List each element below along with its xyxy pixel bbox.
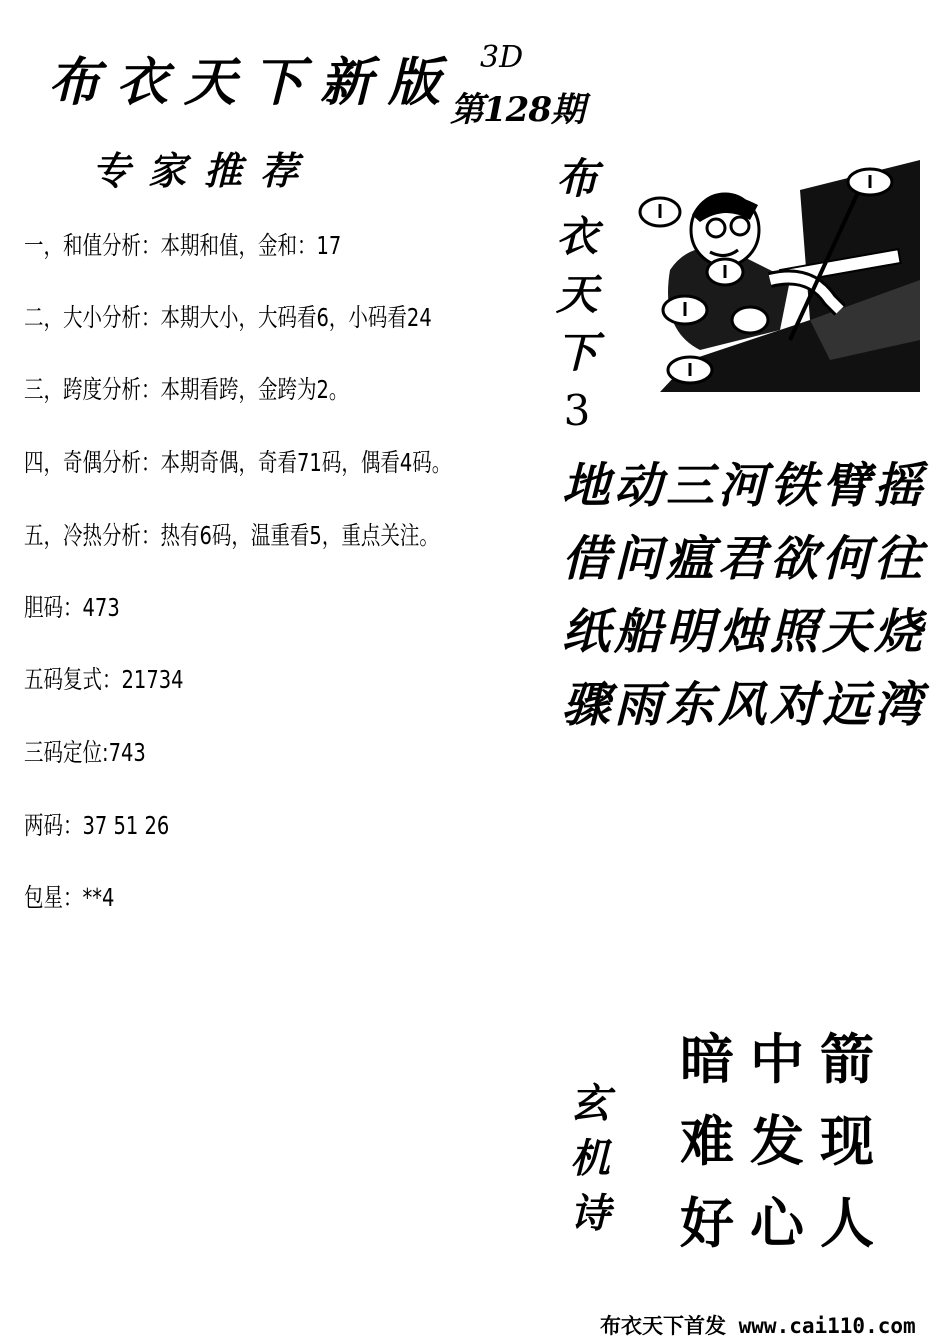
side-title-char: 衣	[555, 212, 598, 261]
pick-star: 包星：**4	[24, 883, 115, 912]
pick-two-code: 两码：37 51 26	[24, 811, 170, 840]
oracle-poem-line: 难发现	[680, 1109, 890, 1173]
oracle-label	[566, 1076, 614, 1241]
poem-line: 骤雨东风对远湾	[562, 677, 927, 733]
side-title-char: 天	[555, 270, 598, 319]
issue-label: 3D	[480, 40, 524, 75]
oracle-poem	[680, 1018, 890, 1264]
poem-line: 借问瘟君欲何往	[562, 531, 927, 587]
pianist-cartoon-icon	[630, 160, 920, 392]
issue-number: 第128期	[450, 90, 584, 130]
side-title-char: 下	[555, 328, 598, 377]
analysis-line-odd-even: 四，奇偶分析：本期奇偶，奇看71码，偶看4码。	[24, 448, 452, 477]
analysis-line-sum: 一，和值分析：本期和值，金和：17	[24, 231, 342, 260]
poem-line: 纸船明烛照天烧	[562, 604, 927, 660]
oracle-label-char: 诗	[570, 1190, 610, 1237]
side-title	[552, 150, 602, 440]
side-title-char: 布	[555, 154, 598, 203]
page-title: 布衣天下新版	[48, 52, 457, 113]
analysis-line-span: 三，跨度分析：本期看跨，金跨为2。	[24, 375, 349, 404]
pick-banker: 胆码：473	[24, 593, 120, 622]
oracle-label-char: 机	[570, 1135, 610, 1182]
oracle-label-char: 玄	[570, 1080, 610, 1127]
pick-three-code: 三码定位:743	[24, 738, 146, 767]
analysis-line-size: 二，大小分析：本期大小，大码看6，小码看24	[24, 303, 432, 332]
side-title-char: 3	[563, 386, 591, 435]
section-subtitle: 专家推荐	[92, 148, 317, 193]
footer-source: 布衣天下首发 www.cai110.com	[600, 1314, 916, 1338]
analysis-line-hot-cold: 五，冷热分析：热有6码，温重看5，重点关注。	[24, 521, 439, 550]
poem-line: 地动三河铁臂摇	[562, 458, 927, 514]
oracle-poem-line: 好心人	[680, 1191, 890, 1255]
oracle-poem-line: 暗中箭	[680, 1027, 890, 1091]
poem	[562, 450, 926, 742]
pick-five-code: 五码复式：21734	[24, 665, 184, 694]
